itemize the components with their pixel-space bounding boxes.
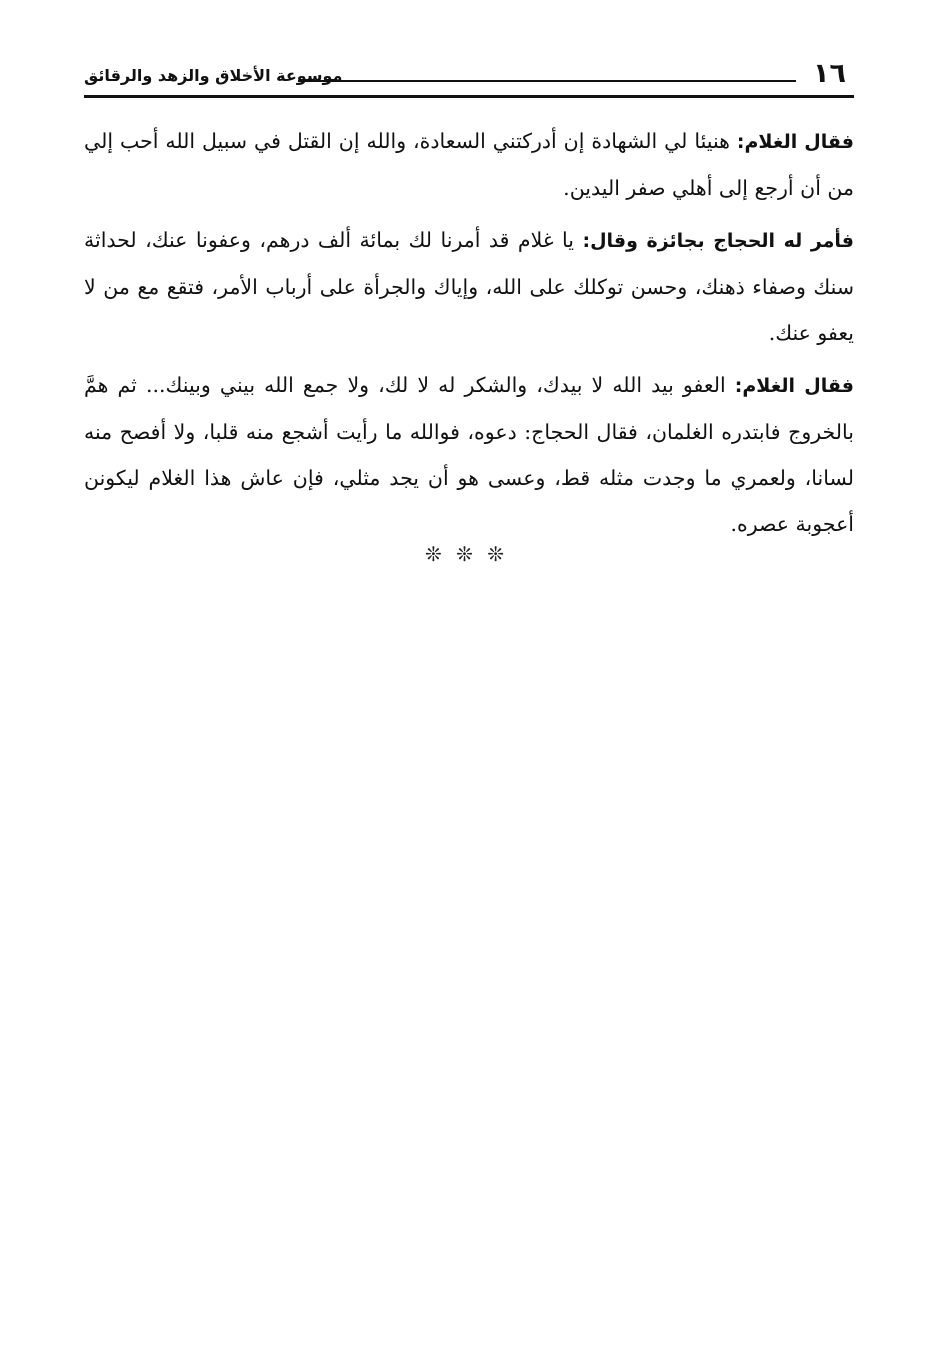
speaker-label: فقال الغلام:: [736, 131, 854, 153]
page-number: ١٦: [813, 58, 846, 89]
speaker-label: فقال الغلام:: [734, 375, 854, 397]
body-text: [84, 118, 854, 553]
speaker-label: فأمر له الحجاج بجائزة وقال:: [582, 230, 854, 252]
header-rule: [84, 95, 854, 98]
running-title: موسوعة الأخلاق والزهد والرقائق: [84, 66, 343, 85]
paragraph-3: [84, 362, 854, 547]
page-header: [84, 58, 854, 98]
paragraph-2: [84, 217, 854, 356]
header-dash-line: [298, 80, 796, 82]
paragraph-text: يا غلام قد أمرنا لك بمائة ألف درهم، وعفونا عنك، لحداثة سنك وصفاء ذهنك، وحسن توكلك على الله، وإياك والجرأة على أرباب الأمر، فتقع مع من لا يعفو عنك.: [84, 228, 854, 345]
paragraph-text: هنيئا لي الشهادة إن أدركتني السعادة، والله إن القتل في سبيل الله أحب إلي من أن أرجع إلى أهلي صفر اليدين.: [84, 129, 854, 200]
paragraph-1: [84, 118, 854, 211]
section-separator: ❊ ❊ ❊: [425, 542, 508, 566]
paragraph-text: العفو بيد الله لا بيدك، والشكر له لا لك، ولا جمع الله بيني وبينك... ثم همَّ بالخروج فابتدره الغلمان، فقال الحجاج: دعوه، فوالله ما رأيت أشجع منه قلبا، ولا أفصح منه لسانا، ولعمري ما وجدت مثله قط، وعسى هو أن يجد مثلي، فإن عاش هذا الغلام ليكونن أعجوبة عصره.: [84, 373, 854, 536]
